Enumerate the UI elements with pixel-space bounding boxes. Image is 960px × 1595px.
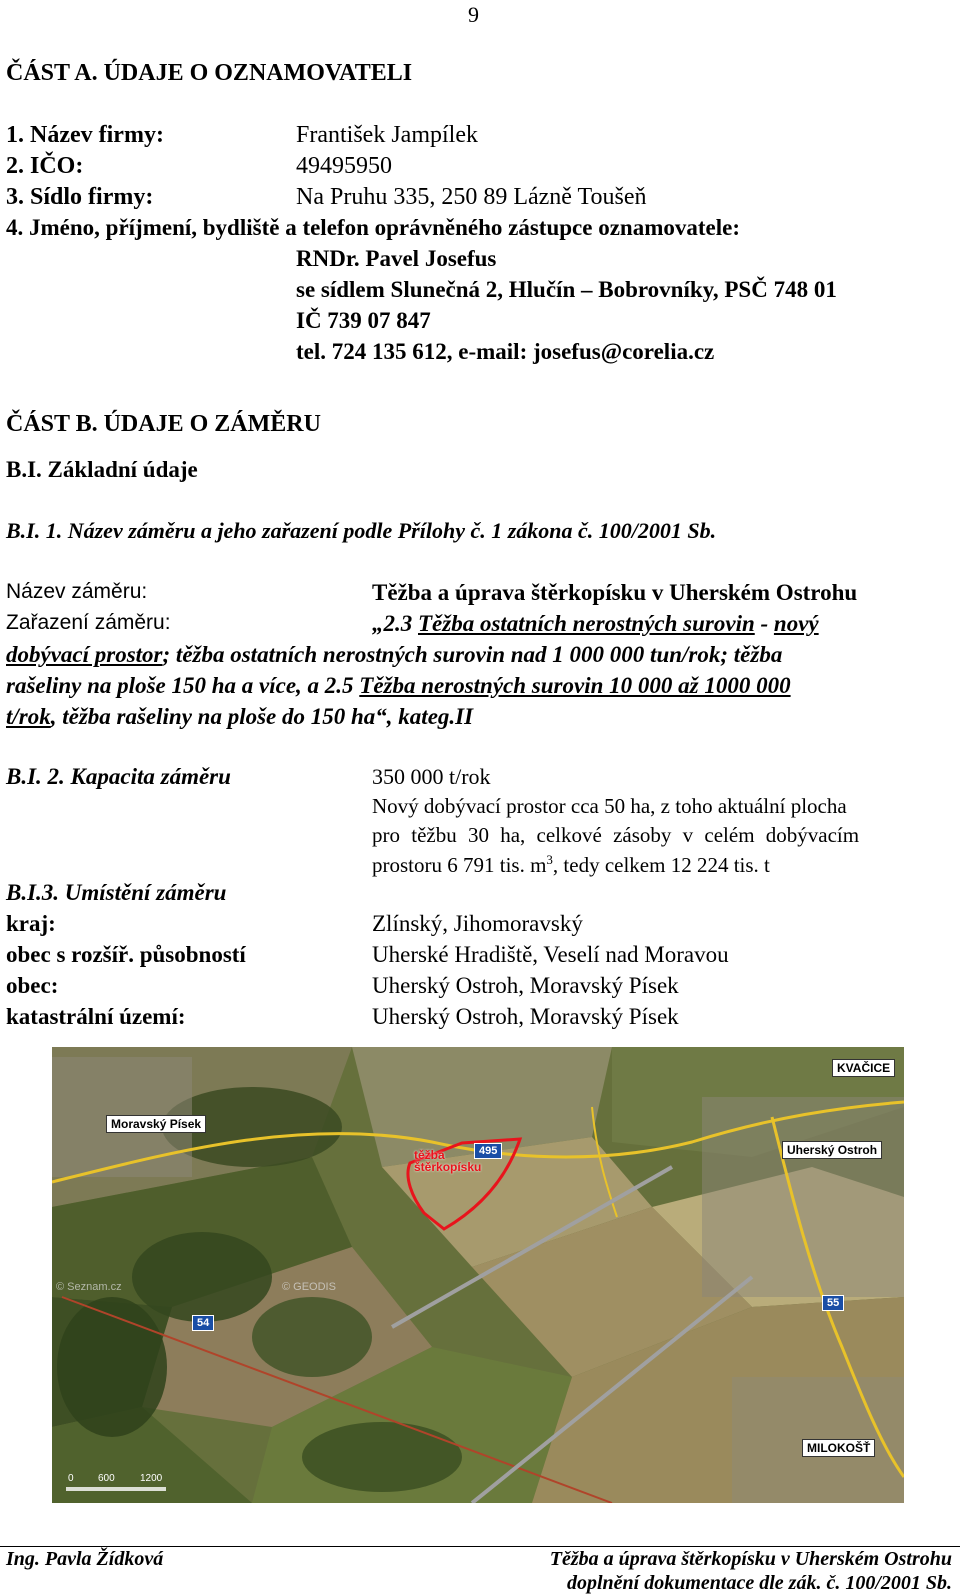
- scale-label-0: 0: [68, 1473, 74, 1484]
- road-shield-495: 495: [474, 1143, 502, 1159]
- location-label-municipality-ext: obec s rozšíř. působností: [6, 942, 246, 967]
- capacity-desc-3: prostoru 6 791 tis. $m^3$, tedy celkem 12 224 tis. t: [372, 852, 770, 877]
- watermark-seznam: © Seznam.cz: [56, 1281, 122, 1293]
- class-line-3: rašeliny na ploše 150 ha a více, a 2.5 Těžba nerostných surovin 10 000 až 1000 000: [6, 673, 791, 698]
- map-label-kvacice: KVAČICE: [832, 1059, 895, 1077]
- capacity-desc-1: Nový dobývací prostor cca 50 ha, z toho aktuální plocha: [372, 794, 847, 818]
- field-value-company-name: František Jampílek: [296, 122, 478, 148]
- location-value-municipality: Uherský Ostroh, Moravský Písek: [372, 973, 679, 998]
- satellite-map: [52, 1047, 904, 1503]
- map-label-moravsky-pisek: Moravský Písek: [106, 1115, 206, 1133]
- location-value-region: Zlínský, Jihomoravský: [372, 911, 583, 936]
- part-a-heading: ČÁST A. ÚDAJE O OZNAMOVATELI: [6, 60, 413, 86]
- rep-line-contact: tel. 724 135 612, e-mail: josefus@corelia.cz: [296, 339, 715, 364]
- location-value-cadastral: Uherský Ostroh, Moravský Písek: [372, 1004, 679, 1029]
- section-b1-title: B.I. 1. Název záměru a jeho zařazení podle Přílohy č. 1 zákona č. 100/2001 Sb.: [6, 518, 717, 543]
- project-class-label: Zařazení záměru:: [6, 611, 171, 634]
- rep-line-ic: IČ 739 07 847: [296, 308, 431, 333]
- location-label-cadastral: katastrální území:: [6, 1004, 186, 1029]
- capacity-desc-2: pro těžbu 30 ha, celkové zásoby v celém dobývacím: [372, 823, 860, 847]
- location-label-region: kraj:: [6, 911, 56, 936]
- project-name-value: Těžba a úprava štěrkopísku v Uherském Ostrohu: [372, 580, 858, 605]
- road-shield-55: 55: [822, 1295, 844, 1311]
- field-label-ico: 2. IČO:: [6, 153, 84, 179]
- watermark-geodis: © GEODIS: [282, 1281, 336, 1293]
- field-label-company-name: 1. Název firmy:: [6, 122, 164, 148]
- footer-title-line2: doplnění dokumentace dle zák. č. 100/2001 Sb.: [567, 1572, 952, 1594]
- field-label-seat: 3. Sídlo firmy:: [6, 184, 154, 210]
- scale-label-1200: 1200: [140, 1473, 163, 1484]
- rep-line-address: se sídlem Slunečná 2, Hlučín – Bobrovníky, PSČ 748 01: [296, 277, 837, 302]
- scale-label-600: 600: [98, 1473, 115, 1484]
- location-label-municipality: obec:: [6, 973, 59, 998]
- field-label-representative: 4. Jméno, příjmení, bydliště a telefon oprávněného zástupce oznamovatele:: [6, 215, 741, 240]
- project-name-label: Název záměru:: [6, 580, 148, 603]
- field-value-ico: 49495950: [296, 153, 392, 179]
- footer-title-line1: Těžba a úprava štěrkopísku v Uherském Ostrohu: [549, 1548, 952, 1570]
- capacity-value: 350 000 t/rok: [372, 764, 491, 789]
- class-line-2: dobývací prostor; těžba ostatních nerostných surovin nad 1 000 000 tun/rok; těžba: [6, 642, 783, 667]
- section-b3-label: B.I.3. Umístění záměru: [6, 880, 227, 905]
- footer-author: Ing. Pavla Žídková: [6, 1548, 164, 1570]
- map-label-uhersky-ostroh: Uherský Ostroh: [782, 1141, 882, 1159]
- section-b2-label: B.I. 2. Kapacita záměru: [6, 764, 231, 789]
- class-line-1: „2.3 Těžba ostatních nerostných surovin - nový: [372, 611, 819, 636]
- part-b-subheading: B.I. Základní údaje: [6, 457, 198, 482]
- class-line-4: t/rok, těžba rašeliny na ploše do 150 ha“, kateg.II: [6, 704, 474, 729]
- footer-divider: [0, 1546, 960, 1547]
- map-label-milokost: MILOKOŠŤ: [802, 1439, 875, 1457]
- field-value-seat: Na Pruhu 335, 250 89 Lázně Toušeň: [296, 184, 647, 210]
- part-b-heading: ČÁST B. ÚDAJE O ZÁMĚRU: [6, 411, 321, 437]
- location-value-municipality-ext: Uherské Hradiště, Veselí nad Moravou: [372, 942, 729, 967]
- map-label-site: těžba štěrkopísku: [414, 1148, 482, 1174]
- rep-line-name: RNDr. Pavel Josefus: [296, 246, 497, 271]
- road-shield-54: 54: [192, 1315, 214, 1331]
- page-number: 9: [468, 2, 479, 27]
